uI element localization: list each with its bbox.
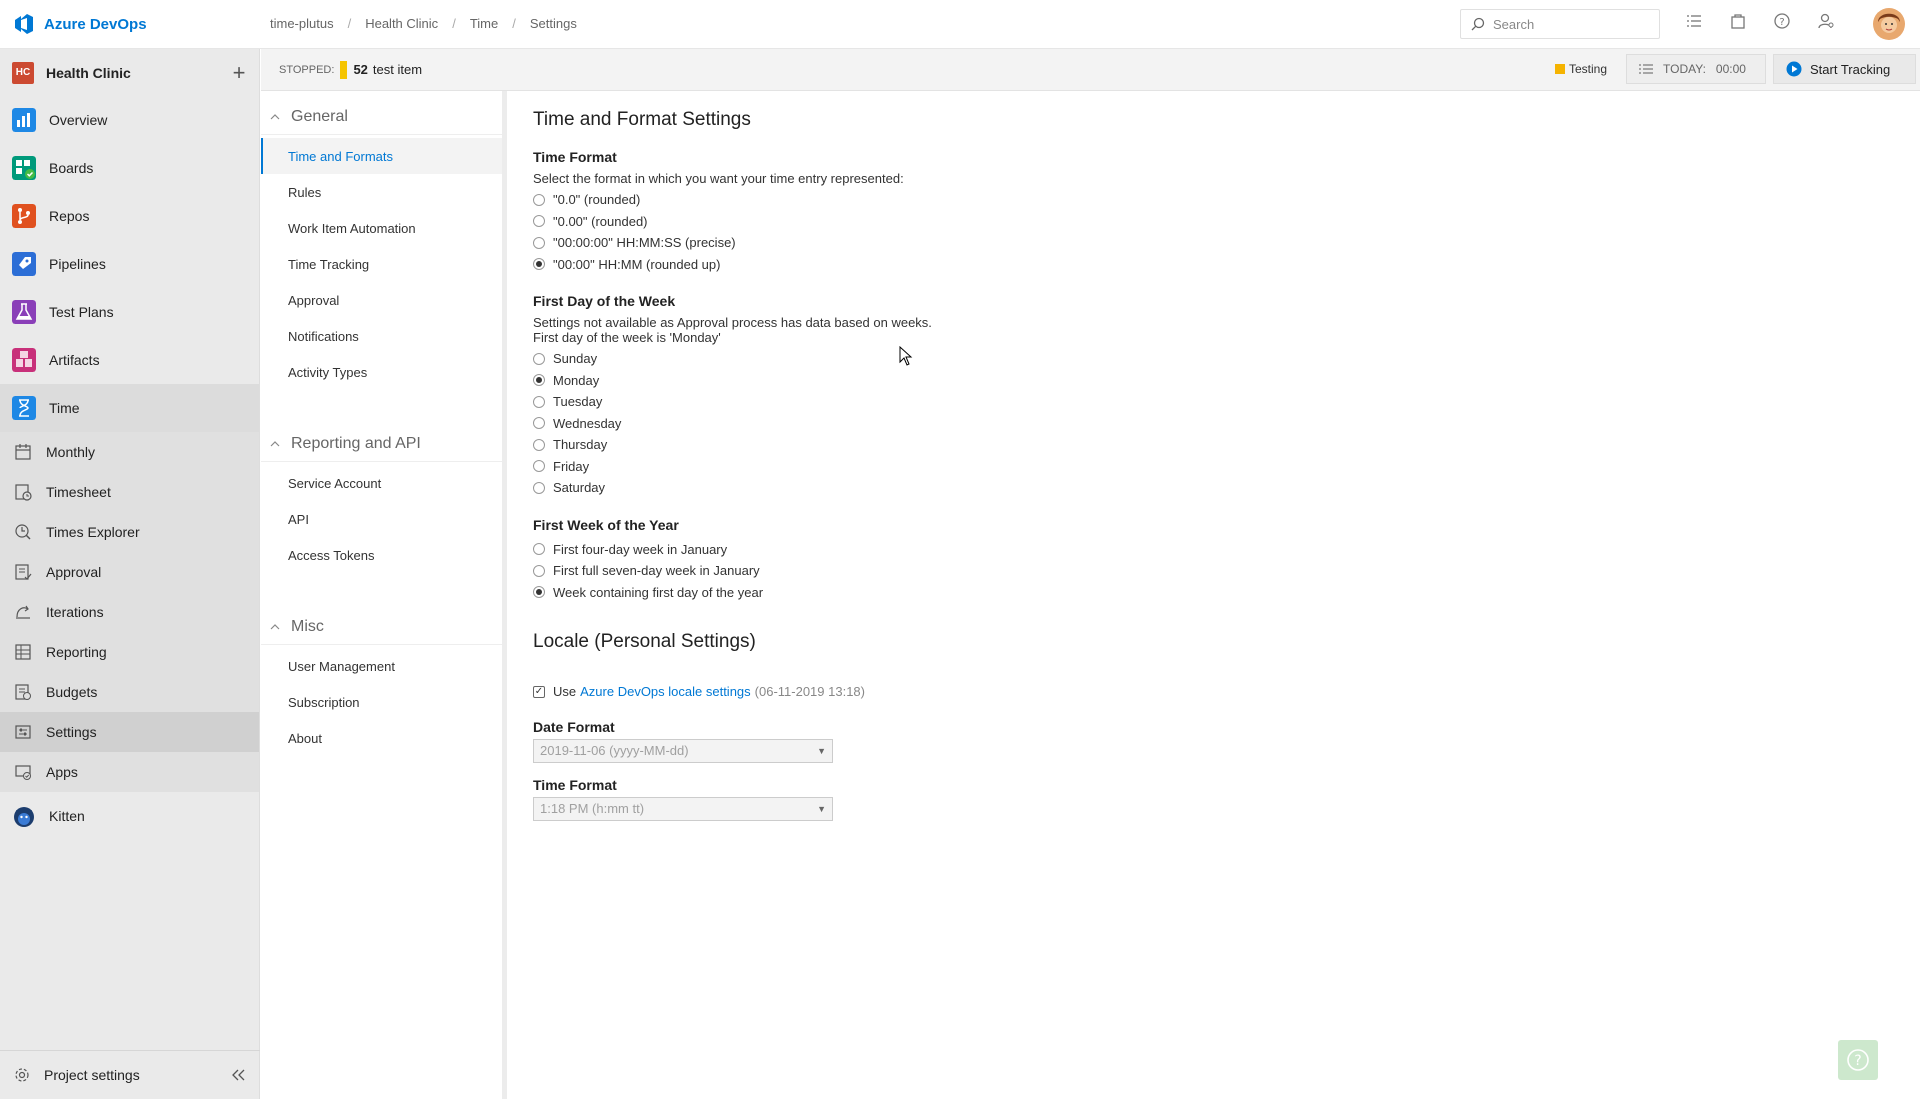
radio-button[interactable]: [533, 565, 545, 577]
user-avatar[interactable]: [1873, 8, 1905, 40]
time-format-option[interactable]: [533, 232, 1833, 254]
option-label: Tuesday: [553, 394, 603, 410]
start-tracking-button[interactable]: [1773, 54, 1916, 84]
user-settings-icon[interactable]: [1817, 12, 1835, 30]
option-label: Saturday: [553, 480, 606, 496]
iterations-icon: [14, 603, 32, 621]
menu-item-user-management[interactable]: User Management: [288, 658, 395, 674]
list-icon: [1639, 63, 1653, 75]
settings-content: [533, 91, 1833, 821]
collapse-chevrons-icon[interactable]: [230, 1067, 246, 1083]
sub-item-apps[interactable]: [0, 752, 259, 792]
option-label: "00:00" HH:MM (rounded up): [553, 256, 721, 272]
nav-label: Test Plans: [49, 304, 114, 320]
radio-button[interactable]: [533, 543, 545, 555]
weekday-option[interactable]: [533, 456, 1833, 478]
radio-button[interactable]: [533, 374, 545, 386]
time-format-select-label: Time Format: [533, 776, 617, 793]
menu-item-time-and-formats[interactable]: Time and Formats: [261, 138, 502, 174]
first-day-options: [533, 348, 1833, 499]
add-icon[interactable]: +: [232, 59, 246, 85]
breadcrumb: [270, 16, 577, 31]
nav-item-pipelines[interactable]: [0, 240, 259, 288]
nav-label: Overview: [49, 112, 108, 128]
option-label: "0.00" (rounded): [553, 213, 648, 229]
radio-button[interactable]: [533, 237, 545, 249]
date-format-select[interactable]: [533, 739, 833, 763]
time-format-value: 1:18 PM (h:mm tt): [540, 801, 645, 816]
menu-item-time-tracking[interactable]: Time Tracking: [288, 256, 370, 272]
marketplace-bag-icon[interactable]: [1729, 12, 1747, 30]
calendar-icon: [14, 443, 32, 461]
project-header[interactable]: [0, 49, 259, 96]
time-hourglass-icon: [12, 396, 36, 420]
radio-button[interactable]: [533, 482, 545, 494]
mouse-cursor-icon: [899, 346, 913, 366]
option-label: "00:00:00" HH:MM:SS (precise): [553, 235, 736, 251]
radio-button[interactable]: [533, 439, 545, 451]
time-format-option[interactable]: [533, 211, 1833, 233]
radio-button[interactable]: [533, 215, 545, 227]
chevron-up-icon: [269, 111, 281, 123]
use-label: Use: [553, 684, 577, 700]
radio-button[interactable]: [533, 396, 545, 408]
sub-item-times-explorer[interactable]: [0, 512, 259, 552]
breadcrumb-item-project[interactable]: Health Clinic: [365, 16, 439, 31]
menu-item-subscription[interactable]: Subscription: [288, 694, 360, 710]
nav-label: Artifacts: [49, 352, 100, 368]
nav-item-overview[interactable]: [0, 96, 259, 144]
menu-item-api[interactable]: API: [288, 511, 309, 527]
option-label: First full seven-day week in January: [553, 563, 760, 579]
page-title: Time and Format Settings: [533, 109, 751, 130]
kitten-cat-icon: [12, 804, 36, 828]
first-week-option[interactable]: [533, 560, 1833, 582]
menu-item-about[interactable]: About: [288, 730, 322, 746]
first-week-options: [533, 539, 1833, 604]
top-icons: [1685, 12, 1835, 30]
use-locale-settings-row: [533, 681, 1833, 703]
nav-item-kitten[interactable]: [0, 792, 259, 840]
today-summary[interactable]: [1626, 54, 1766, 84]
menu-item-approval[interactable]: Approval: [288, 292, 340, 308]
weekday-option[interactable]: [533, 391, 1833, 413]
group-label: Misc: [291, 617, 324, 635]
radio-button[interactable]: [533, 417, 545, 429]
breadcrumb-item-settings[interactable]: Settings: [529, 16, 577, 31]
project-settings-label: Project settings: [44, 1067, 140, 1083]
caret-down-icon: ▼: [817, 803, 826, 814]
weekday-option[interactable]: [533, 413, 1833, 435]
project-settings-button[interactable]: [0, 1050, 260, 1099]
search-placeholder: Search: [1493, 16, 1535, 32]
chevron-up-icon: [269, 438, 281, 450]
tag-testing[interactable]: [1555, 62, 1607, 76]
artifacts-icon: [12, 348, 36, 372]
nav-item-repos[interactable]: [0, 192, 259, 240]
sub-item-iterations[interactable]: [0, 592, 259, 632]
reporting-icon: [14, 643, 32, 661]
weekday-option[interactable]: [533, 434, 1833, 456]
floating-help-button[interactable]: [1838, 1040, 1878, 1080]
time-format-select[interactable]: [533, 797, 833, 821]
tag-color-swatch: [1555, 64, 1565, 74]
nav-label: Pipelines: [49, 256, 106, 272]
gear-icon: [14, 1067, 30, 1083]
tracking-status-bar: [261, 49, 1920, 91]
option-label: First four-day week in January: [553, 541, 728, 557]
nav-item-boards[interactable]: [0, 144, 259, 192]
nav-label: Monthly: [46, 444, 96, 460]
start-tracking-label: Start Tracking: [1810, 61, 1891, 77]
svg-text:?: ?: [1854, 1053, 1862, 1069]
search-icon: [1471, 17, 1485, 31]
nav-label: Kitten: [49, 808, 85, 824]
menu-item-activity-types[interactable]: Activity Types: [288, 364, 368, 380]
timesheet-icon: [14, 483, 32, 501]
group-misc[interactable]: [261, 609, 502, 645]
work-item-name[interactable]: test item: [372, 62, 423, 77]
locale-timestamp: (06-11-2019 13:18): [754, 684, 865, 700]
nav-label: Time: [49, 400, 80, 416]
top-bar: [0, 0, 1920, 49]
overview-icon: [12, 108, 36, 132]
svg-text:?: ?: [1779, 17, 1785, 28]
menu-item-access-tokens[interactable]: Access Tokens: [288, 547, 375, 563]
pipelines-icon: [12, 252, 36, 276]
boards-icon: [12, 156, 36, 180]
nav-label: Repos: [49, 208, 90, 224]
help-icon[interactable]: [1773, 12, 1791, 30]
sub-item-monthly[interactable]: [0, 432, 259, 472]
work-item-number[interactable]: 52: [353, 62, 368, 77]
first-day-current: First day of the week is 'Monday': [533, 330, 721, 345]
play-icon: [1786, 61, 1802, 77]
nav-item-test-plans[interactable]: [0, 288, 259, 336]
first-day-heading: First Day of the Week: [533, 293, 676, 309]
locale-heading: Locale (Personal Settings): [533, 631, 756, 652]
project-name: Health Clinic: [46, 64, 131, 81]
breadcrumb-separator: /: [347, 16, 352, 31]
first-day-note: Settings not available as Approval process has data based on weeks.: [533, 315, 932, 330]
stopped-label: STOPPED:: [279, 63, 335, 76]
nav-label: Approval: [46, 564, 102, 580]
time-format-options: [533, 189, 1833, 275]
breadcrumb-item-org[interactable]: time-plutus: [270, 16, 334, 31]
nav-label: Times Explorer: [46, 524, 140, 540]
times-explorer-icon: [14, 523, 32, 541]
time-format-option[interactable]: [533, 189, 1833, 211]
app-name: Azure DevOps: [44, 15, 147, 33]
chevron-up-icon: [269, 621, 281, 633]
option-label: Thursday: [553, 437, 608, 453]
today-label: TODAY:: [1663, 62, 1706, 76]
nav-label: Budgets: [46, 684, 98, 700]
weekday-option[interactable]: [533, 477, 1833, 499]
apps-icon: [14, 763, 32, 781]
radio-button[interactable]: [533, 460, 545, 472]
group-label: Reporting and API: [291, 434, 421, 452]
nav-label: Iterations: [46, 604, 104, 620]
option-label: Week containing first day of the year: [553, 584, 764, 600]
menu-item-work-item-automation[interactable]: Work Item Automation: [288, 220, 416, 236]
breadcrumb-item-time[interactable]: Time: [469, 16, 499, 31]
help-icon: [1846, 1048, 1870, 1072]
group-label: General: [291, 107, 348, 125]
use-locale-checkbox[interactable]: ✓: [534, 685, 544, 697]
settings-sliders-icon: [14, 723, 32, 741]
sub-item-settings[interactable]: [0, 712, 259, 752]
nav-label: Timesheet: [46, 484, 111, 500]
date-format-label: Date Format: [533, 718, 615, 735]
sub-item-timesheet[interactable]: [0, 472, 259, 512]
first-week-heading: First Week of the Year: [533, 516, 679, 533]
project-badge: HC: [12, 62, 34, 84]
list-icon[interactable]: [1685, 12, 1703, 30]
caret-down-icon: ▼: [817, 745, 826, 756]
option-label: Monday: [553, 372, 600, 388]
work-item-color-bar: [340, 61, 347, 79]
breadcrumb-separator: /: [452, 16, 456, 31]
locale-settings-link[interactable]: Azure DevOps locale settings: [580, 684, 751, 700]
first-week-option[interactable]: [533, 582, 1833, 604]
breadcrumb-separator: /: [512, 16, 516, 31]
option-label: Wednesday: [553, 415, 622, 431]
repos-icon: [12, 204, 36, 228]
nav-label: Boards: [49, 160, 94, 176]
left-navigation: [0, 49, 260, 1099]
approval-icon: [14, 563, 32, 581]
nav-label: Settings: [46, 724, 97, 740]
group-reporting-and-api[interactable]: [261, 426, 502, 462]
menu-item-notifications[interactable]: Notifications: [288, 328, 359, 344]
radio-button[interactable]: [533, 586, 545, 598]
sub-item-reporting[interactable]: [0, 632, 259, 672]
radio-button[interactable]: [533, 194, 545, 206]
option-label: Friday: [553, 458, 590, 474]
menu-item-rules[interactable]: Rules: [288, 184, 322, 200]
nav-label: Reporting: [46, 644, 107, 660]
brand[interactable]: [12, 12, 147, 36]
weekday-option[interactable]: [533, 348, 1833, 370]
nav-item-artifacts[interactable]: [0, 336, 259, 384]
search-box[interactable]: [1460, 9, 1660, 39]
budgets-icon: [14, 683, 32, 701]
radio-button[interactable]: [533, 353, 545, 365]
nav-label: Apps: [46, 764, 78, 780]
option-label: Sunday: [553, 351, 598, 367]
nav-item-time[interactable]: [0, 384, 259, 432]
today-value: 00:00: [1715, 62, 1746, 76]
time-format-description: Select the format in which you want your time entry represented:: [533, 171, 904, 186]
sub-item-budgets[interactable]: [0, 672, 259, 712]
group-general[interactable]: [261, 99, 502, 135]
radio-button[interactable]: [533, 258, 545, 270]
tag-label: Testing: [1569, 62, 1608, 76]
test-plans-flask-icon: [12, 300, 36, 324]
option-label: "0.0" (rounded): [553, 192, 641, 208]
weekday-option[interactable]: [533, 370, 1833, 392]
date-format-value: 2019-11-06 (yyyy-MM-dd): [540, 743, 689, 758]
menu-item-service-account[interactable]: Service Account: [288, 475, 382, 491]
first-week-option[interactable]: [533, 539, 1833, 561]
azure-devops-logo-icon: [12, 12, 36, 36]
sub-item-approval[interactable]: [0, 552, 259, 592]
time-format-heading: Time Format: [533, 149, 617, 165]
time-format-option[interactable]: [533, 254, 1833, 276]
settings-menu: [261, 91, 507, 1099]
